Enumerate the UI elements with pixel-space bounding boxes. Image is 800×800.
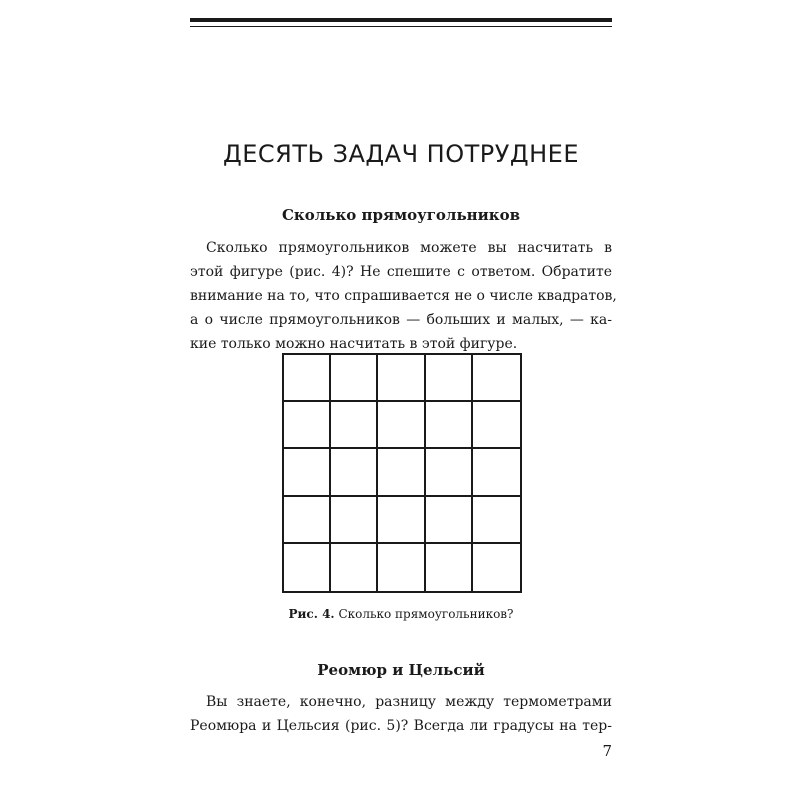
section-title-reaumur-celsius: Реомюр и Цельсий bbox=[317, 661, 485, 679]
grid-cell bbox=[426, 449, 473, 496]
paragraph-line: Сколько прямоугольников можете вы насчитать в bbox=[206, 240, 612, 256]
chapter-title: ДЕСЯТЬ ЗАДАЧ ПОТРУДНЕЕ bbox=[223, 140, 579, 168]
paragraph-line: этой фигуре (рис. 4)? Не спешите с ответом. Обратите bbox=[190, 264, 612, 280]
section-title-rectangles: Сколько прямоугольников bbox=[281, 206, 521, 224]
header-rule-thin bbox=[190, 26, 612, 27]
grid-cell bbox=[473, 355, 520, 402]
header-rule-thick bbox=[190, 18, 612, 22]
grid-cell bbox=[378, 544, 425, 591]
grid-cell bbox=[378, 497, 425, 544]
grid-cell bbox=[331, 544, 378, 591]
grid-cell bbox=[331, 402, 378, 449]
caption-text: Сколько прямоугольников? bbox=[338, 607, 514, 621]
figure-4-caption bbox=[190, 607, 612, 621]
grid-cell bbox=[473, 544, 520, 591]
grid-cell bbox=[284, 449, 331, 496]
paragraph-reaumur-celsius bbox=[190, 690, 612, 738]
figure-4-grid bbox=[282, 353, 522, 593]
paragraph-line: Реомюра и Цельсия (рис. 5)? Всегда ли градусы на тер- bbox=[190, 718, 612, 734]
paragraph-line: а о числе прямоугольников — больших и малых, — ка- bbox=[190, 312, 612, 328]
paragraph-line: внимание на то, что спрашивается не о числе квадратов, bbox=[190, 288, 617, 304]
grid-cell bbox=[426, 544, 473, 591]
grid-cell bbox=[378, 402, 425, 449]
paragraph-rectangles bbox=[190, 236, 617, 356]
grid-cell bbox=[473, 449, 520, 496]
grid-cell bbox=[378, 355, 425, 402]
grid-cell bbox=[284, 544, 331, 591]
grid-cell bbox=[378, 449, 425, 496]
grid-cell bbox=[331, 449, 378, 496]
grid-cell bbox=[331, 355, 378, 402]
grid-cell bbox=[473, 497, 520, 544]
grid-cell bbox=[331, 497, 378, 544]
grid-figure bbox=[282, 353, 522, 593]
grid-cell bbox=[426, 402, 473, 449]
caption-label: Рис. 4. bbox=[288, 607, 335, 621]
grid-cell bbox=[284, 355, 331, 402]
paragraph-line: кие только можно насчитать в этой фигуре. bbox=[190, 336, 518, 352]
page-number: 7 bbox=[602, 742, 612, 760]
grid-cell bbox=[284, 497, 331, 544]
grid-cell bbox=[426, 497, 473, 544]
paragraph-line: Вы знаете, конечно, разницу между термометрами bbox=[206, 694, 612, 710]
grid-cell bbox=[426, 355, 473, 402]
grid-cell bbox=[473, 402, 520, 449]
grid-cell bbox=[284, 402, 331, 449]
